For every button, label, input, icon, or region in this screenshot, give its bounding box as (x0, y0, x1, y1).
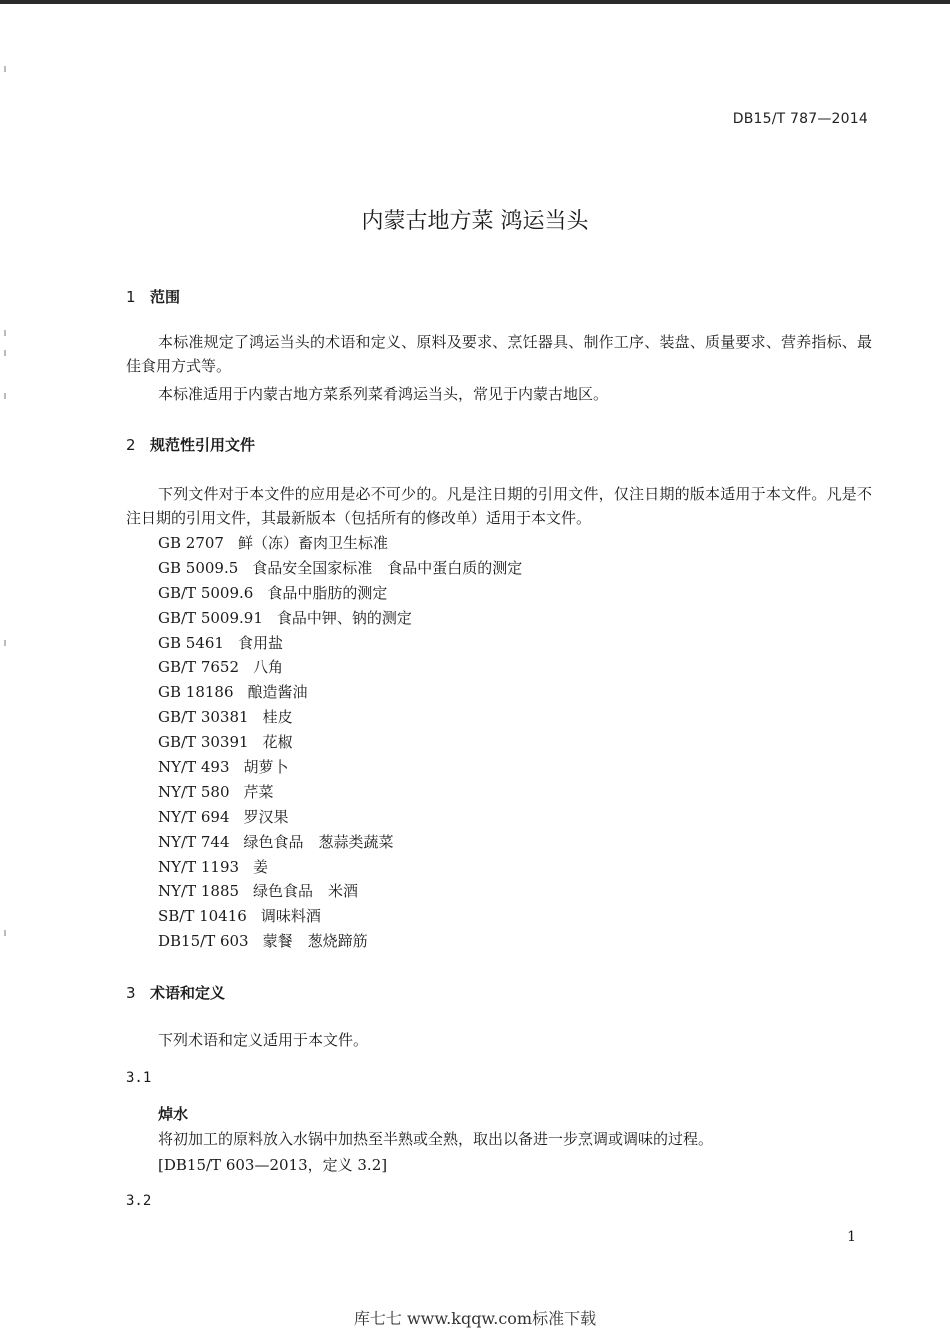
reference-code: DB15/T 603 (158, 932, 249, 951)
page-number: 1 (847, 1229, 856, 1245)
reference-code: NY/T 694 (158, 807, 230, 826)
scan-mark (4, 393, 6, 399)
reference-name: 食品中钾、钠的测定 (276, 608, 412, 627)
reference-name: 鲜（冻）畜肉卫生标准 (237, 534, 388, 552)
section-number: 3 (126, 984, 136, 1002)
reference-item (158, 631, 522, 656)
scan-mark (4, 66, 6, 72)
section-1-heading (126, 286, 180, 307)
reference-item (158, 531, 522, 556)
reference-name: 桂皮 (262, 708, 293, 727)
reference-item (158, 581, 522, 606)
reference-code: NY/T 1193 (158, 857, 240, 876)
reference-code: GB/T 7652 (158, 658, 240, 677)
reference-code: GB/T 5009.6 (158, 583, 254, 602)
reference-name: 食品安全国家标准 食品中蛋白质的测定 (252, 558, 523, 577)
reference-code: GB 5009.5 (158, 558, 239, 577)
section-number: 2 (126, 436, 136, 454)
reference-name: 芹菜 (243, 782, 274, 801)
footer-watermark: 库七七 www.kqqw.com标准下载 (353, 1309, 597, 1328)
reference-code: NY/T 744 (158, 832, 230, 851)
reference-code: NY/T 1885 (158, 882, 240, 901)
term-source: [DB15/T 603—2013，定义 3.2] (158, 1156, 388, 1174)
reference-name: 胡萝卜 (243, 758, 289, 777)
section-number: 1 (126, 288, 136, 306)
reference-code: GB/T 30381 (158, 708, 249, 727)
section-title: 术语和定义 (150, 984, 226, 1002)
reference-item (158, 929, 522, 954)
scope-paragraph: 本标准规定了鸿运当头的术语和定义、原料及要求、烹饪器具、制作工序、装盘、质量要求、营养指标、最佳食用方式等。 (126, 333, 872, 375)
term-number: 3.2 (126, 1193, 152, 1209)
terms-intro-paragraph: 下列术语和定义适用于本文件。 (158, 1031, 369, 1049)
reference-code: NY/T 493 (158, 758, 230, 777)
reference-item (158, 606, 522, 631)
reference-item (158, 680, 522, 705)
reference-item (158, 730, 522, 755)
top-border (0, 0, 950, 4)
reference-name: 八角 (253, 658, 284, 677)
reference-name: 姜 (253, 857, 269, 876)
reference-list (158, 531, 522, 954)
reference-code: SB/T 10416 (158, 907, 247, 926)
reference-name: 花椒 (262, 733, 293, 752)
reference-name: 蒙餐 葱烧蹄筋 (262, 932, 368, 951)
scan-mark (4, 930, 6, 936)
reference-item (158, 855, 522, 880)
reference-code: GB/T 30391 (158, 733, 249, 752)
document-title: 内蒙古地方菜 鸿运当头 (361, 209, 589, 234)
reference-name: 罗汉果 (243, 807, 289, 826)
reference-name: 酿造酱油 (247, 683, 308, 702)
references-intro-paragraph: 下列文件对于本文件的应用是必不可少的。凡是注日期的引用文件，仅注日期的版本适用于本文件。凡是不注日期的引用文件，其最新版本（包括所有的修改单）适用于本文件。 (126, 485, 872, 527)
section-2-heading (126, 434, 255, 455)
reference-code: NY/T 580 (158, 782, 230, 801)
reference-item (158, 556, 522, 581)
reference-code: GB/T 5009.91 (158, 608, 263, 627)
reference-name: 绿色食品 米酒 (253, 882, 359, 901)
section-title: 范围 (150, 288, 181, 306)
scan-mark (4, 330, 6, 336)
reference-item (158, 755, 522, 780)
reference-item (158, 904, 522, 929)
term-definition: 将初加工的原料放入水锅中加热至半熟或全熟，取出以备进一步烹调或调味的过程。 (158, 1130, 714, 1148)
reference-item (158, 805, 522, 830)
reference-name: 食用盐 (237, 633, 283, 652)
reference-item (158, 879, 522, 904)
reference-code: GB 18186 (158, 683, 234, 702)
reference-item (158, 655, 522, 680)
section-3-heading (126, 982, 225, 1003)
term-title: 焯水 (158, 1105, 189, 1123)
reference-item (158, 705, 522, 730)
reference-name: 调味料酒 (260, 907, 321, 926)
term-number: 3.1 (126, 1070, 152, 1086)
section-title: 规范性引用文件 (150, 436, 256, 454)
scan-mark (4, 350, 6, 356)
reference-name: 食品中脂肪的测定 (267, 583, 388, 602)
scope-applicability-paragraph: 本标准适用于内蒙古地方菜系列菜肴鸿运当头，常见于内蒙古地区。 (158, 385, 609, 403)
document-code: DB15/T 787—2014 (732, 111, 868, 127)
reference-item (158, 830, 522, 855)
reference-code: GB 5461 (158, 633, 224, 652)
reference-code: GB 2707 (158, 534, 224, 552)
reference-name: 绿色食品 葱蒜类蔬菜 (243, 832, 394, 851)
scan-mark (4, 640, 6, 646)
reference-item (158, 780, 522, 805)
